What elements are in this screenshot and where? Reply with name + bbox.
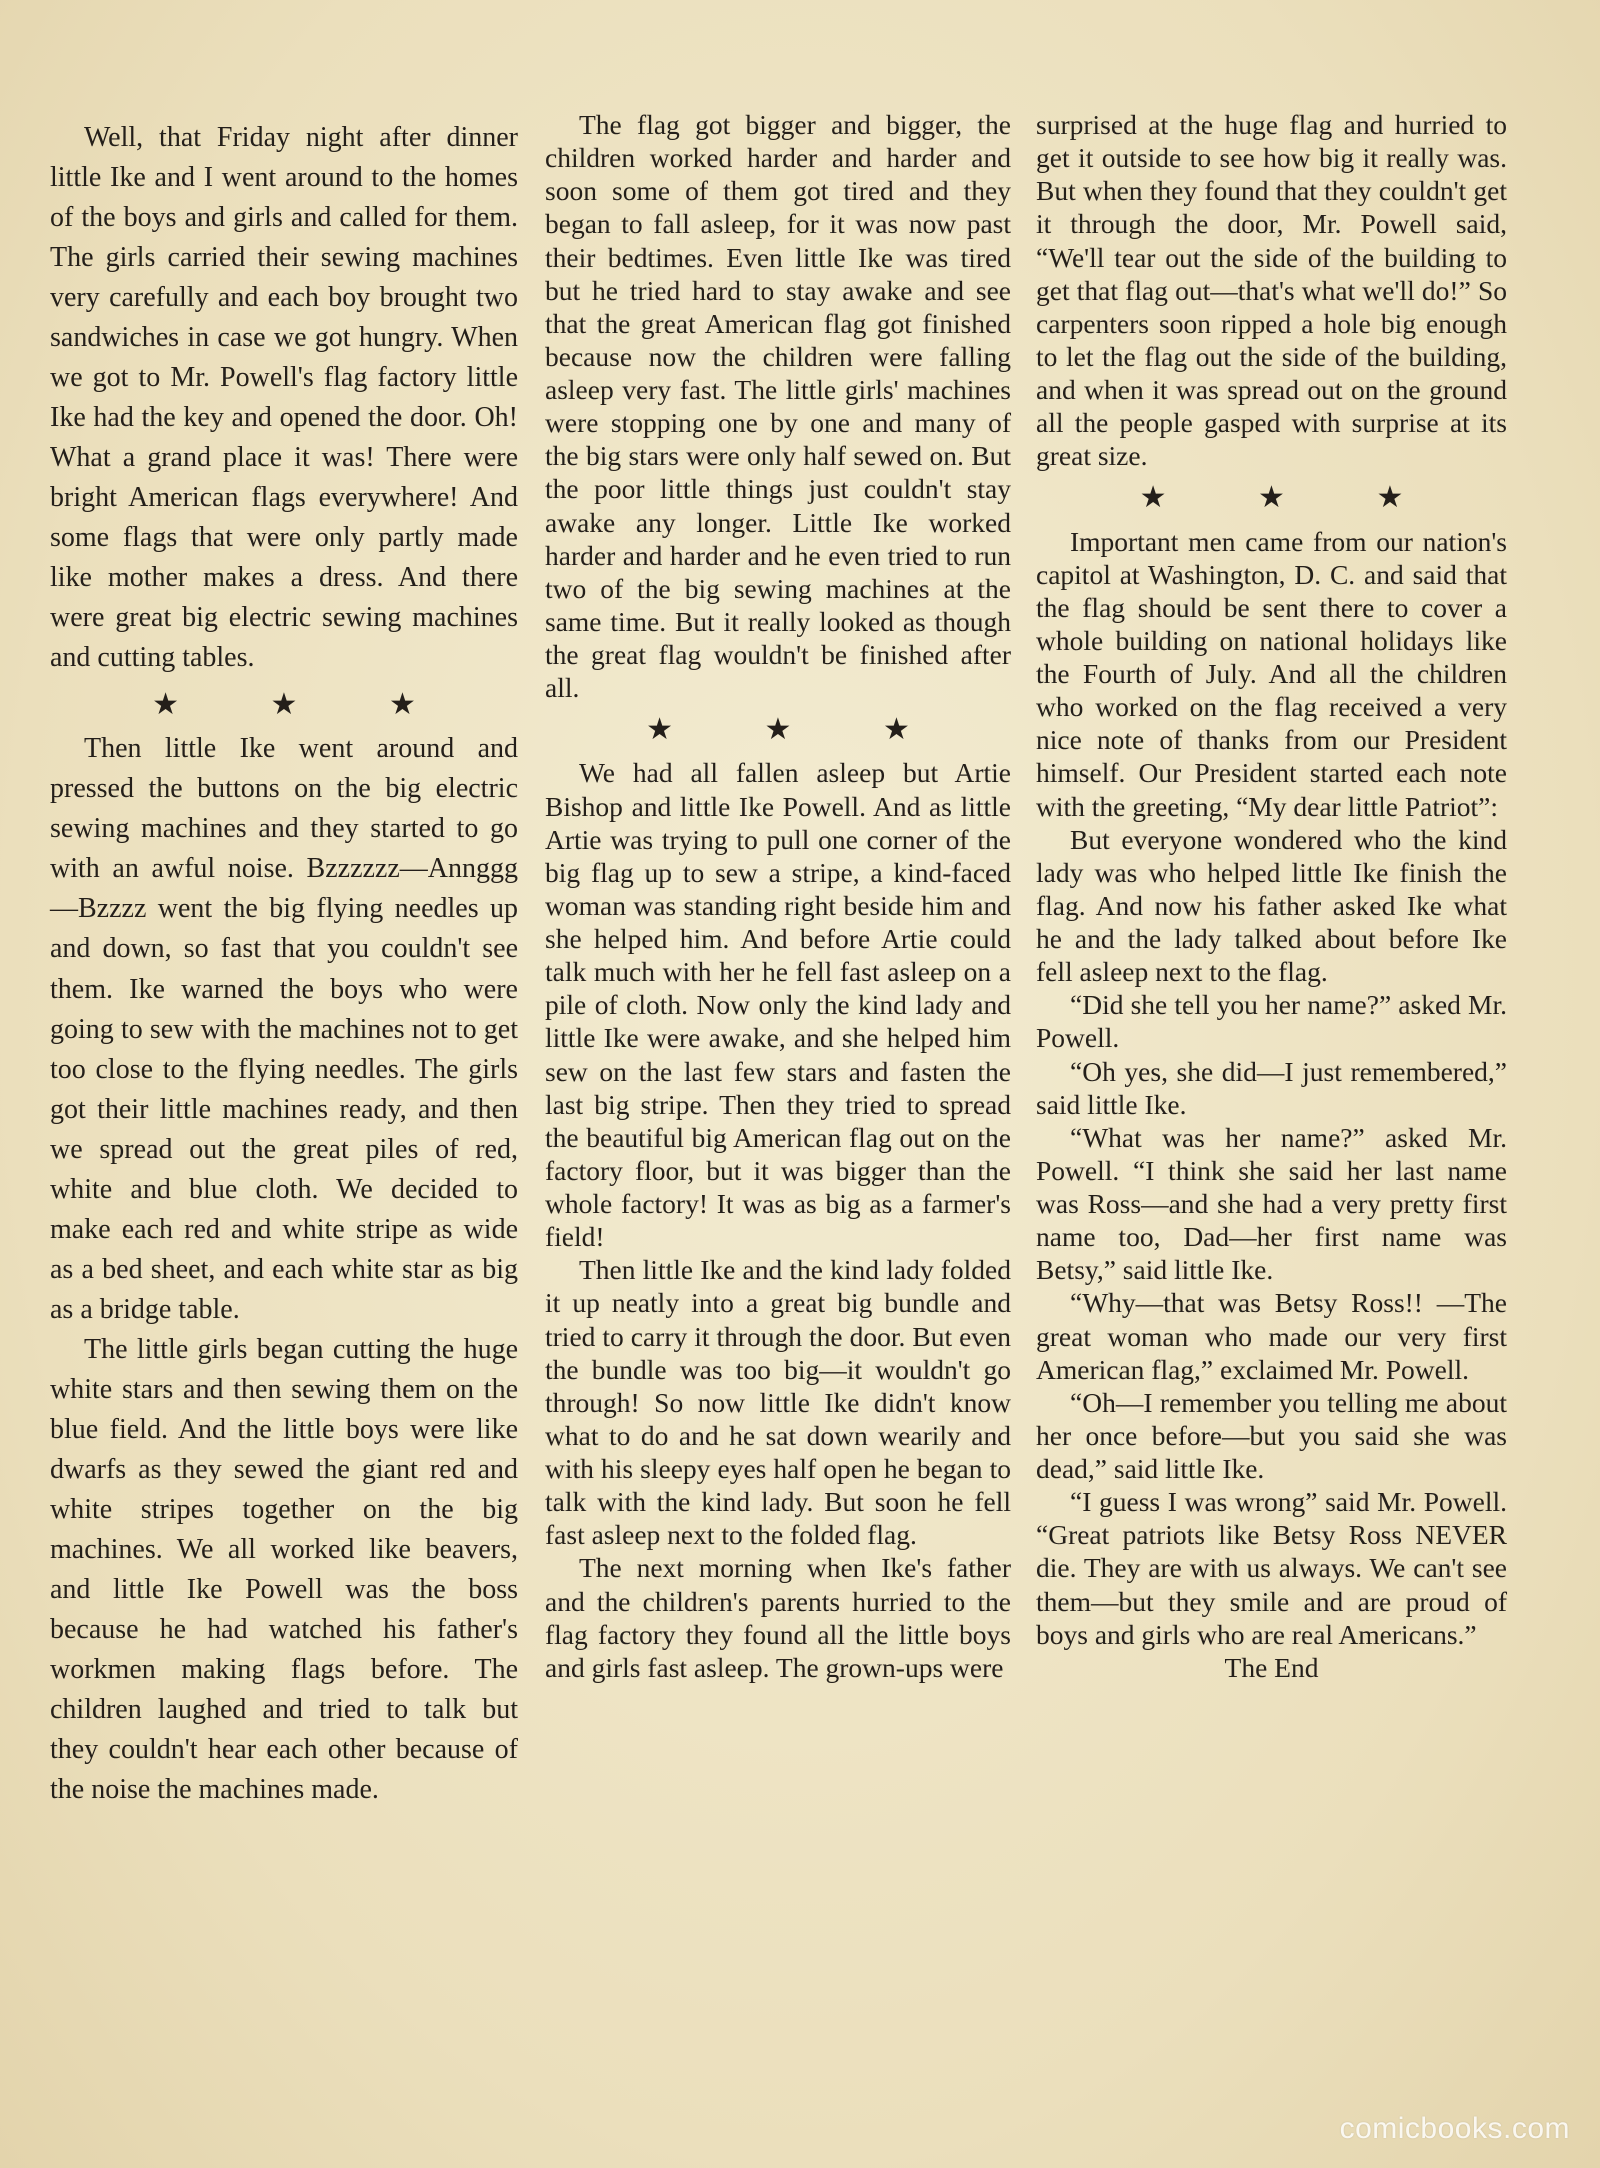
text-column-3	[1036, 108, 1507, 1684]
star-divider: ★ ★ ★	[152, 688, 458, 722]
paragraph: “Did she tell you her name?” asked Mr. Powell.	[1036, 989, 1507, 1054]
paragraph: “Why—that was Betsy Ross!! —The great woman who made our very first American flag,” exclaimed Mr. Powell.	[1036, 1287, 1507, 1385]
paragraph: Then little Ike and the kind lady folded it up neatly into a great big bundle and tried to carry it through the door. But even the bundle was too big—it wouldn't go through! So now little Ike didn't know what to do and he sat down wearily and with his sleepy eyes half open he began to talk with the kind lady. But soon he fell fast asleep next to the folded flag.	[545, 1254, 1011, 1551]
paragraph: But everyone wondered who the kind lady was who helped little Ike finish the flag. And now his father asked Ike what he and the lady talked about before Ike fell asleep next to the flag.	[1036, 823, 1507, 988]
paragraph: Well, that Friday night after dinner little Ike and I went around to the homes of the boys and girls and called for them. The girls carried their sewing machines very carefully and each boy brought two sandwiches in case we got hungry. When we got to Mr. Powell's flag factory little Ike had the key and opened the door. Oh! What a grand place it was! There were bright American flags everywhere! And some flags that were only partly made like mother makes a dress. And there were great big electric sewing machines and cutting tables.	[50, 122, 518, 674]
paragraph: We had all fallen asleep but Artie Bishop and little Ike Powell. And as little Artie was trying to pull one corner of the big flag up to sew a stripe, a kind-faced woman was standing right beside him and she helped him. And before Artie could talk much with her he fell fast asleep on a pile of cloth. Now only the kind lady and little Ike were awake, and she helped him sew on the last few stars and fasten the last big stripe. Then they tried to spread the beautiful big American flag out on the factory floor, but it was bigger than the whole factory! It was as big as a farmer's field!	[545, 757, 1011, 1253]
paragraph: The flag got bigger and bigger, the children worked harder and harder and soon some of them got tired and they began to fall asleep, for it was now past their bedtimes. Even little Ike was tired but he tried hard to stay awake and see that the great American flag got finished because now the children were falling asleep very fast. The little girls' machines were stopping one by one and many of the big stars were only half sewed on. But the poor little things just couldn't stay awake any longer. Little Ike worked harder and harder and he even tried to run two of the big sewing machines at the same time. But it really looked as though the great flag wouldn't be finished after all.	[545, 109, 1011, 704]
star-divider: ★ ★ ★	[1139, 481, 1446, 515]
paragraph: “Oh yes, she did—I just remembered,” said little Ike.	[1036, 1055, 1507, 1120]
star-divider: ★ ★ ★	[646, 713, 952, 747]
watermark: comicbooks.com	[1339, 2112, 1570, 2145]
paragraph: The little girls began cutting the huge white stars and then sewing them on the blue field. And the little boys were like dwarfs as they sewed the giant red and white stripes together on the big machines. We all worked like beavers, and little Ike Powell was the boss because he had watched his father's workmen making flags before. The children laughed and tried to talk but they couldn't hear each other because of the noise the machines made.	[50, 1333, 518, 1806]
paragraph: “Oh—I remember you telling me about her once before—but you said she was dead,” said little Ike.	[1036, 1386, 1507, 1485]
paragraph: Important men came from our nation's capitol at Washington, D. C. and said that the flag should be sent there to cover a whole building on national holidays like the Fourth of July. And all the children who worked on the flag received a very nice note of thanks from our President himself. Our President started each note with the greeting, “My dear little Patriot”:	[1036, 525, 1507, 822]
the-end-label: The End	[1224, 1651, 1319, 1683]
paragraph: “What was her name?” asked Mr. Powell. “I think she said her last name was Ross—and she had a very pretty first name too, Dad—her first name was Betsy,” said little Ike.	[1036, 1121, 1507, 1286]
paragraph: Then little Ike went around and pressed the buttons on the big electric sewing machines and they started to go with an awful noise. Bzzzzzz—Annggg—Bzzzz went the big flying needles up and down, so fast that you couldn't see them. Ike warned the boys who were going to sew with the machines not to get too close to the flying needles. The girls got their little machines ready, and then we spread out the great piles of red, white and blue cloth. We decided to make each red and white stripe as wide as a bed sheet, and each white star as big as a bridge table.	[50, 733, 518, 1325]
paragraph: “I guess I was wrong” said Mr. Powell. “Great patriots like Betsy Ross NEVER die. They are with us always. We can't see them—but they smile and are proud of boys and girls who are real Americans.”	[1036, 1486, 1507, 1650]
paragraph: The next morning when Ike's father and the children's parents hurried to the flag factory they found all the little boys and girls fast asleep. The grown-ups were	[545, 1552, 1011, 1683]
text-column-1	[50, 118, 518, 1810]
paragraph: surprised at the huge flag and hurried to get it outside to see how big it really was. But when they found that they couldn't get it through the door, Mr. Powell said, “We'll tear out the side of the building to get that flag out—that's what we'll do!” So carpenters soon ripped a hole big enough to let the flag out the side of the building, and when it was spread out on the ground all the people gasped with surprise at its great size.	[1036, 109, 1507, 472]
text-column-2	[545, 108, 1011, 1684]
